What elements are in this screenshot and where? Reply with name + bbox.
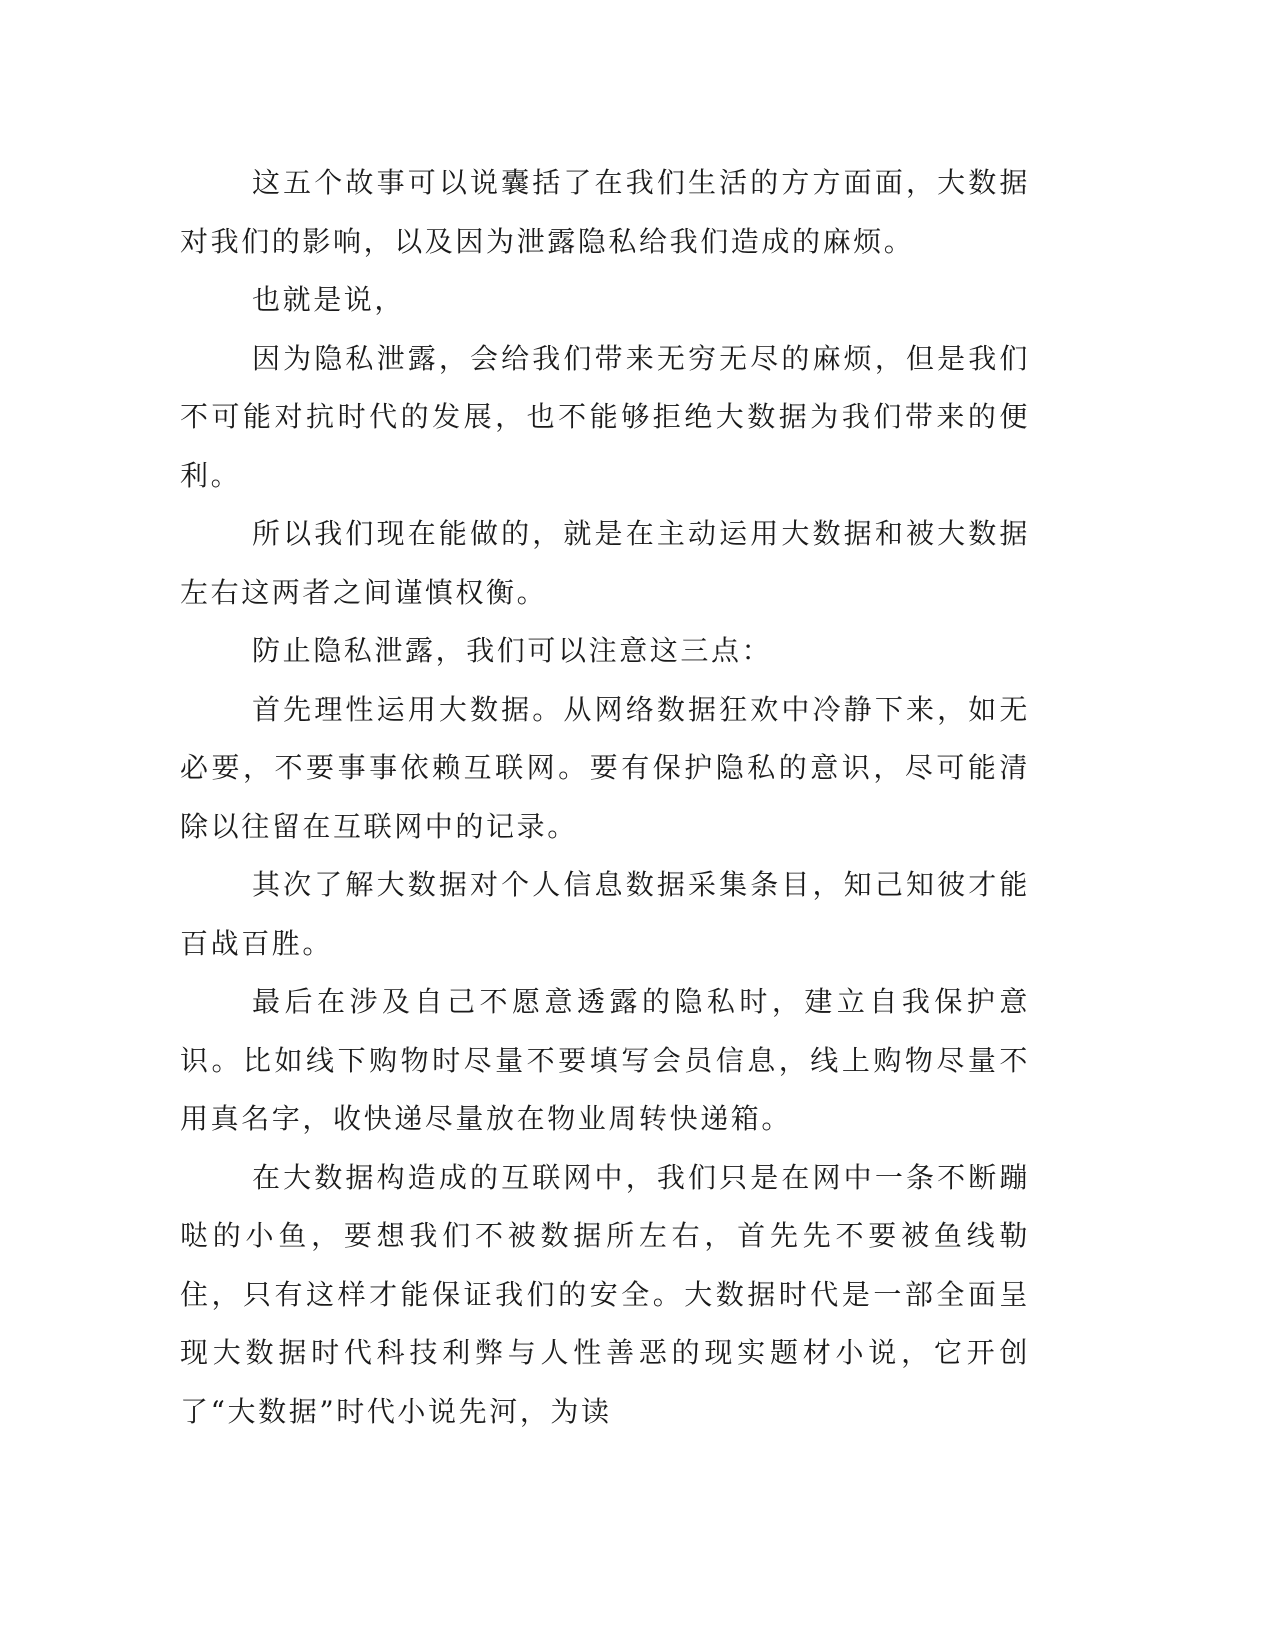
paragraph-6: 首先理性运用大数据。从网络数据狂欢中冷静下来，如无必要，不要事事依赖互联网。要有保护隐私的意识，尽可能清除以往留在互联网中的记录。: [180, 692, 1030, 843]
paragraph-4: 所以我们现在能做的，就是在主动运用大数据和被大数据左右这两者之间谨慎权衡。: [180, 517, 1030, 609]
paragraph-5: 防止隐私泄露，我们可以注意这三点：: [252, 634, 773, 667]
body-text: [180, 154, 1030, 1441]
paragraph-2: 也就是说，: [252, 283, 406, 316]
paragraph-1: 这五个故事可以说囊括了在我们生活的方方面面，大数据对我们的影响，以及因为泄露隐私给我们造成的麻烦。: [180, 166, 1030, 258]
paragraph-9: 在大数据构造成的互联网中，我们只是在网中一条不断蹦哒的小鱼，要想我们不被数据所左右，首先先不要被鱼线勒住，只有这样才能保证我们的安全。大数据时代是一部全面呈现大数据时代科技利弊与人性善恶的现实题材小说，它开创了“大数据”时代小说先河，为读: [180, 1160, 1030, 1428]
paragraph-8: 最后在涉及自己不愿意透露的隐私时，建立自我保护意识。比如线下购物时尽量不要填写会员信息，线上购物尽量不用真名字，收快递尽量放在物业周转快递箱。: [180, 985, 1030, 1135]
paragraph-3: 因为隐私泄露，会给我们带来无穷无尽的麻烦，但是我们不可能对抗时代的发展，也不能够拒绝大数据为我们带来的便利。: [180, 341, 1030, 492]
paragraph-7: 其次了解大数据对个人信息数据采集条目，知己知彼才能百战百胜。: [180, 868, 1030, 960]
